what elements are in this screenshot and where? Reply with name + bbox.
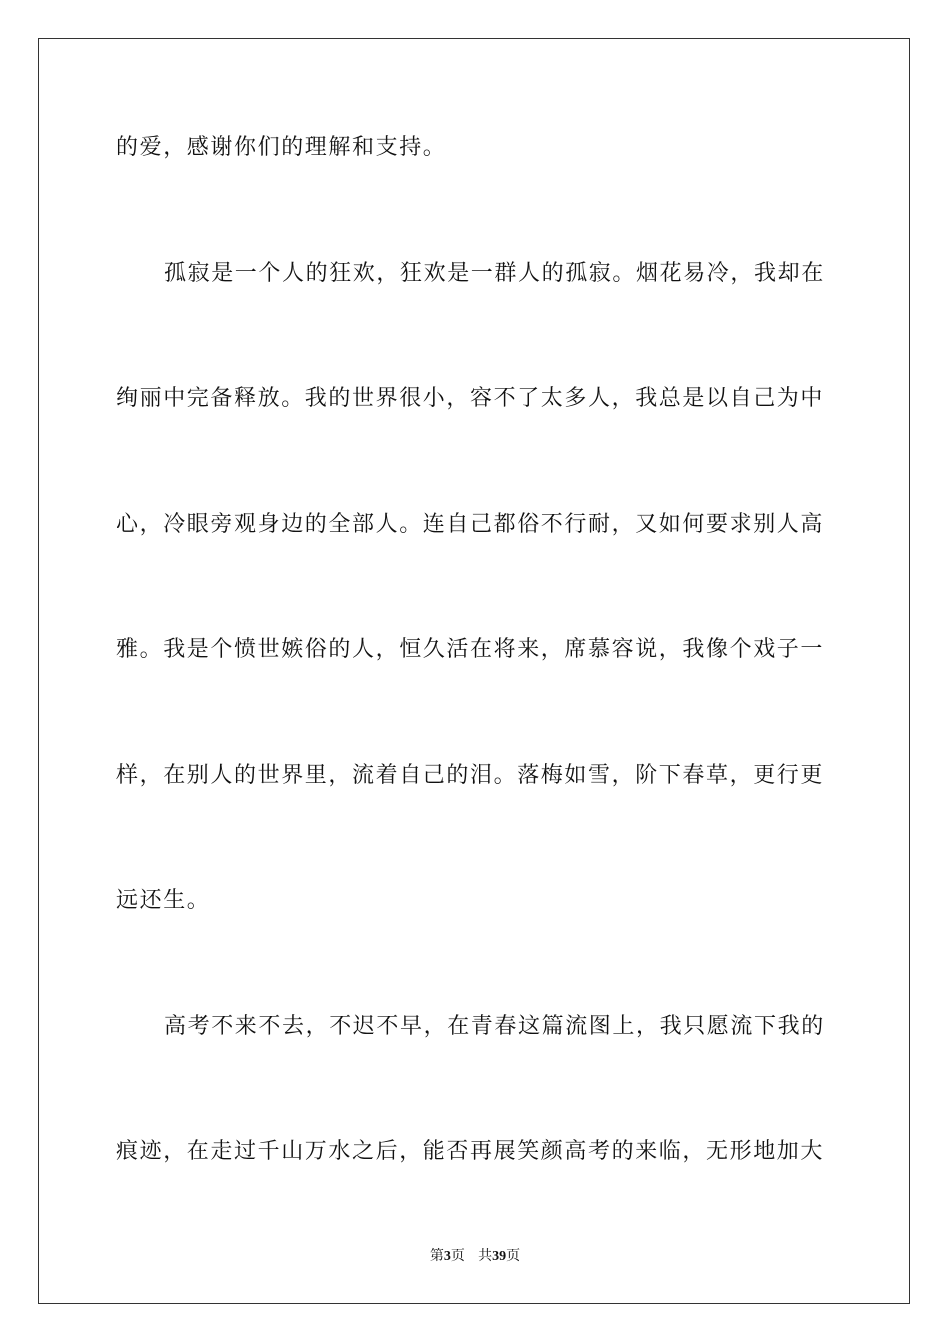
page-number: 3: [443, 1249, 451, 1264]
page-label-prefix: 第: [429, 1248, 444, 1264]
total-label-prefix: 共: [478, 1248, 493, 1264]
page-label-suffix: 页: [450, 1248, 465, 1264]
text-line: 绚丽中完备释放。我的世界很小，容不了太多人，我总是以自己为中: [116, 386, 825, 411]
page-footer: [0, 1246, 950, 1267]
text-line: 心，冷眼旁观身边的全部人。连自己都俗不行耐，又如何要求别人高: [116, 512, 825, 537]
text-line: 痕迹，在走过千山万水之后，能否再展笑颜高考的来临，无形地加大: [116, 1139, 825, 1164]
text-line: 的爱，感谢你们的理解和支持。: [116, 135, 447, 160]
paragraph-first-line: 高考不来不去，不迟不早，在青春这篇流图上，我只愿流下我的: [164, 1014, 825, 1039]
total-label-suffix: 页: [506, 1248, 521, 1264]
total-pages: 39: [492, 1249, 507, 1264]
text-line: 远还生。: [116, 888, 211, 913]
text-line: 雅。我是个愤世嫉俗的人，恒久活在将来，席慕容说，我像个戏子一: [116, 637, 825, 662]
paragraph-first-line: 孤寂是一个人的狂欢，狂欢是一群人的孤寂。烟花易冷，我却在: [164, 261, 825, 286]
text-line: 样，在别人的世界里，流着自己的泪。落梅如雪，阶下春草，更行更: [116, 763, 825, 788]
